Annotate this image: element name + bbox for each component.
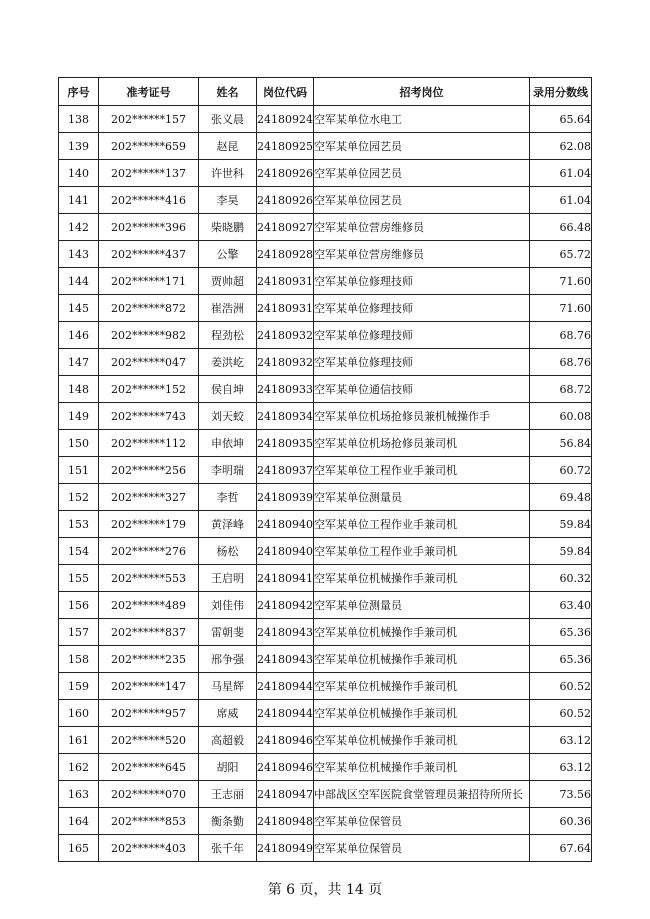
cell-name: 姜洪屹 (199, 349, 257, 376)
table-row (59, 106, 592, 133)
cell-post: 空军某单位通信技师 (314, 376, 530, 403)
cell-score: 61.04 (530, 187, 592, 214)
cell-exam-number: 202******396 (99, 214, 199, 241)
table-row (59, 457, 592, 484)
cell-post: 空军某单位机械操作手兼司机 (314, 700, 530, 727)
cell-index: 157 (59, 619, 99, 646)
cell-index: 143 (59, 241, 99, 268)
cell-exam-number: 202******437 (99, 241, 199, 268)
cell-index: 161 (59, 727, 99, 754)
cell-index: 144 (59, 268, 99, 295)
cell-post-code: 24180949 (257, 835, 314, 862)
cell-name: 申依坤 (199, 430, 257, 457)
cell-index: 141 (59, 187, 99, 214)
cell-score: 65.36 (530, 619, 592, 646)
cell-index: 156 (59, 592, 99, 619)
cell-name: 马星辉 (199, 673, 257, 700)
cell-name: 张义晨 (199, 106, 257, 133)
header-exam-number: 准考证号 (99, 78, 199, 106)
cell-post: 空军某单位园艺员 (314, 160, 530, 187)
cell-score: 60.08 (530, 403, 592, 430)
cell-name: 王启明 (199, 565, 257, 592)
cell-post: 空军某单位测量员 (314, 484, 530, 511)
cell-name: 黄泽峰 (199, 511, 257, 538)
cell-name: 赵昆 (199, 133, 257, 160)
cell-index: 140 (59, 160, 99, 187)
cell-index: 159 (59, 673, 99, 700)
cell-exam-number: 202******659 (99, 133, 199, 160)
cell-post: 空军某单位机械操作手兼司机 (314, 646, 530, 673)
cell-exam-number: 202******520 (99, 727, 199, 754)
table-row (59, 214, 592, 241)
cell-exam-number: 202******147 (99, 673, 199, 700)
cell-score: 60.52 (530, 700, 592, 727)
cell-post-code: 24180940 (257, 511, 314, 538)
cell-index: 154 (59, 538, 99, 565)
cell-post: 空军某单位机场抢修员兼机械操作手 (314, 403, 530, 430)
cell-score: 60.72 (530, 457, 592, 484)
cell-exam-number: 202******553 (99, 565, 199, 592)
cell-score: 60.52 (530, 673, 592, 700)
cell-post: 空军某单位水电工 (314, 106, 530, 133)
cell-exam-number: 202******137 (99, 160, 199, 187)
cell-score: 61.04 (530, 160, 592, 187)
cell-name: 贾帅超 (199, 268, 257, 295)
table-row (59, 484, 592, 511)
cell-post: 空军某单位机械操作手兼司机 (314, 727, 530, 754)
cell-exam-number: 202******112 (99, 430, 199, 457)
table-row (59, 322, 592, 349)
cell-index: 155 (59, 565, 99, 592)
cell-name: 李昊 (199, 187, 257, 214)
cell-score: 69.48 (530, 484, 592, 511)
cell-post: 空军某单位机械操作手兼司机 (314, 565, 530, 592)
cell-post: 空军某单位修理技师 (314, 295, 530, 322)
cell-post-code: 24180931 (257, 268, 314, 295)
cell-score: 65.64 (530, 106, 592, 133)
cell-post-code: 24180931 (257, 295, 314, 322)
cell-score: 73.56 (530, 781, 592, 808)
cell-post-code: 24180946 (257, 727, 314, 754)
cell-index: 147 (59, 349, 99, 376)
cell-name: 胡阳 (199, 754, 257, 781)
table-row (59, 781, 592, 808)
cell-post: 空军某单位营房维修员 (314, 241, 530, 268)
cell-score: 63.12 (530, 727, 592, 754)
cell-post-code: 24180943 (257, 646, 314, 673)
cell-index: 151 (59, 457, 99, 484)
cell-post-code: 24180941 (257, 565, 314, 592)
cell-exam-number: 202******179 (99, 511, 199, 538)
table-row (59, 241, 592, 268)
cell-index: 138 (59, 106, 99, 133)
cell-name: 侯自坤 (199, 376, 257, 403)
cell-exam-number: 202******157 (99, 106, 199, 133)
cell-score: 66.48 (530, 214, 592, 241)
cell-post: 空军某单位工程作业手兼司机 (314, 457, 530, 484)
cell-score: 68.72 (530, 376, 592, 403)
cell-post-code: 24180944 (257, 673, 314, 700)
cell-score: 68.76 (530, 349, 592, 376)
cell-index: 152 (59, 484, 99, 511)
cell-post: 中部战区空军医院食堂管理员兼招待所所长 (314, 781, 530, 808)
cell-exam-number: 202******872 (99, 295, 199, 322)
page-footer: 第 6 页，共 14 页 (267, 882, 383, 898)
cell-post-code: 24180926 (257, 187, 314, 214)
cell-exam-number: 202******152 (99, 376, 199, 403)
cell-post: 空军某单位修理技师 (314, 268, 530, 295)
cell-post: 空军某单位工程作业手兼司机 (314, 538, 530, 565)
cell-score: 65.36 (530, 646, 592, 673)
cell-post-code: 24180939 (257, 484, 314, 511)
cell-post-code: 24180937 (257, 457, 314, 484)
cell-name: 张千年 (199, 835, 257, 862)
table-row (59, 511, 592, 538)
cell-post: 空军某单位机械操作手兼司机 (314, 673, 530, 700)
cell-name: 柴晓鹏 (199, 214, 257, 241)
cell-name: 崔浩洲 (199, 295, 257, 322)
cell-post: 空军某单位机械操作手兼司机 (314, 754, 530, 781)
cell-post-code: 24180932 (257, 322, 314, 349)
cell-post-code: 24180934 (257, 403, 314, 430)
table-row (59, 403, 592, 430)
cell-post-code: 24180924 (257, 106, 314, 133)
cell-name: 公擎 (199, 241, 257, 268)
cell-post-code: 24180932 (257, 349, 314, 376)
table-row (59, 133, 592, 160)
cell-exam-number: 202******171 (99, 268, 199, 295)
cell-post: 空军某单位工程作业手兼司机 (314, 511, 530, 538)
cell-post: 空军某单位机场抢修员兼司机 (314, 430, 530, 457)
cell-name: 李明瑞 (199, 457, 257, 484)
cell-name: 刘佳伟 (199, 592, 257, 619)
cell-score: 59.84 (530, 538, 592, 565)
cell-post-code: 24180946 (257, 754, 314, 781)
cell-index: 158 (59, 646, 99, 673)
cell-exam-number: 202******403 (99, 835, 199, 862)
cell-post-code: 24180935 (257, 430, 314, 457)
header-index: 序号 (59, 78, 99, 106)
table-row (59, 538, 592, 565)
cell-post: 空军某单位营房维修员 (314, 214, 530, 241)
cell-post: 空军某单位园艺员 (314, 187, 530, 214)
cell-name: 席威 (199, 700, 257, 727)
cell-index: 149 (59, 403, 99, 430)
cell-post-code: 24180943 (257, 619, 314, 646)
cell-post: 空军某单位修理技师 (314, 349, 530, 376)
header-post-code: 岗位代码 (257, 78, 314, 106)
cell-name: 李哲 (199, 484, 257, 511)
header-score: 录用分数线 (530, 78, 592, 106)
admission-score-table (58, 77, 592, 862)
cell-post-code: 24180942 (257, 592, 314, 619)
cell-index: 145 (59, 295, 99, 322)
table-row (59, 808, 592, 835)
table-header-row (59, 78, 592, 106)
cell-post: 空军某单位测量员 (314, 592, 530, 619)
table-row (59, 592, 592, 619)
cell-exam-number: 202******489 (99, 592, 199, 619)
table-row (59, 619, 592, 646)
cell-post-code: 24180947 (257, 781, 314, 808)
cell-index: 165 (59, 835, 99, 862)
cell-post-code: 24180944 (257, 700, 314, 727)
cell-score: 60.32 (530, 565, 592, 592)
cell-post-code: 24180927 (257, 214, 314, 241)
cell-post-code: 24180940 (257, 538, 314, 565)
cell-exam-number: 202******957 (99, 700, 199, 727)
table-row (59, 187, 592, 214)
table-row (59, 673, 592, 700)
cell-exam-number: 202******047 (99, 349, 199, 376)
cell-post-code: 24180948 (257, 808, 314, 835)
cell-post-code: 24180933 (257, 376, 314, 403)
cell-index: 150 (59, 430, 99, 457)
table-row (59, 160, 592, 187)
cell-exam-number: 202******256 (99, 457, 199, 484)
cell-name: 杨松 (199, 538, 257, 565)
table-row (59, 835, 592, 862)
cell-name: 高超毅 (199, 727, 257, 754)
cell-exam-number: 202******982 (99, 322, 199, 349)
table-row (59, 376, 592, 403)
cell-exam-number: 202******276 (99, 538, 199, 565)
cell-post: 空军某单位保管员 (314, 835, 530, 862)
cell-score: 62.08 (530, 133, 592, 160)
table-row (59, 646, 592, 673)
cell-index: 163 (59, 781, 99, 808)
cell-exam-number: 202******743 (99, 403, 199, 430)
cell-post-code: 24180925 (257, 133, 314, 160)
cell-score: 65.72 (530, 241, 592, 268)
cell-post: 空军某单位保管员 (314, 808, 530, 835)
cell-score: 67.64 (530, 835, 592, 862)
cell-post: 空军某单位修理技师 (314, 322, 530, 349)
cell-exam-number: 202******416 (99, 187, 199, 214)
table-row (59, 727, 592, 754)
cell-index: 142 (59, 214, 99, 241)
table-row (59, 349, 592, 376)
cell-exam-number: 202******070 (99, 781, 199, 808)
cell-index: 146 (59, 322, 99, 349)
cell-post-code: 24180928 (257, 241, 314, 268)
cell-name: 邢争强 (199, 646, 257, 673)
cell-score: 59.84 (530, 511, 592, 538)
cell-exam-number: 202******837 (99, 619, 199, 646)
cell-index: 139 (59, 133, 99, 160)
cell-exam-number: 202******853 (99, 808, 199, 835)
cell-exam-number: 202******327 (99, 484, 199, 511)
header-post: 招考岗位 (314, 78, 530, 106)
cell-name: 王志丽 (199, 781, 257, 808)
cell-score: 60.36 (530, 808, 592, 835)
cell-post-code: 24180926 (257, 160, 314, 187)
cell-score: 63.40 (530, 592, 592, 619)
cell-index: 148 (59, 376, 99, 403)
cell-name: 程劲松 (199, 322, 257, 349)
table-row (59, 700, 592, 727)
header-name: 姓名 (199, 78, 257, 106)
cell-index: 164 (59, 808, 99, 835)
cell-exam-number: 202******235 (99, 646, 199, 673)
table-row (59, 565, 592, 592)
cell-score: 56.84 (530, 430, 592, 457)
table-row (59, 295, 592, 322)
cell-score: 63.12 (530, 754, 592, 781)
cell-post: 空军某单位园艺员 (314, 133, 530, 160)
cell-name: 衡条勤 (199, 808, 257, 835)
cell-index: 153 (59, 511, 99, 538)
cell-post: 空军某单位机械操作手兼司机 (314, 619, 530, 646)
table-row (59, 430, 592, 457)
table-row (59, 268, 592, 295)
cell-name: 雷朝斐 (199, 619, 257, 646)
cell-exam-number: 202******645 (99, 754, 199, 781)
cell-index: 162 (59, 754, 99, 781)
cell-score: 71.60 (530, 268, 592, 295)
cell-score: 68.76 (530, 322, 592, 349)
cell-score: 71.60 (530, 295, 592, 322)
cell-name: 刘天蛟 (199, 403, 257, 430)
cell-name: 许世科 (199, 160, 257, 187)
cell-index: 160 (59, 700, 99, 727)
table-row (59, 754, 592, 781)
